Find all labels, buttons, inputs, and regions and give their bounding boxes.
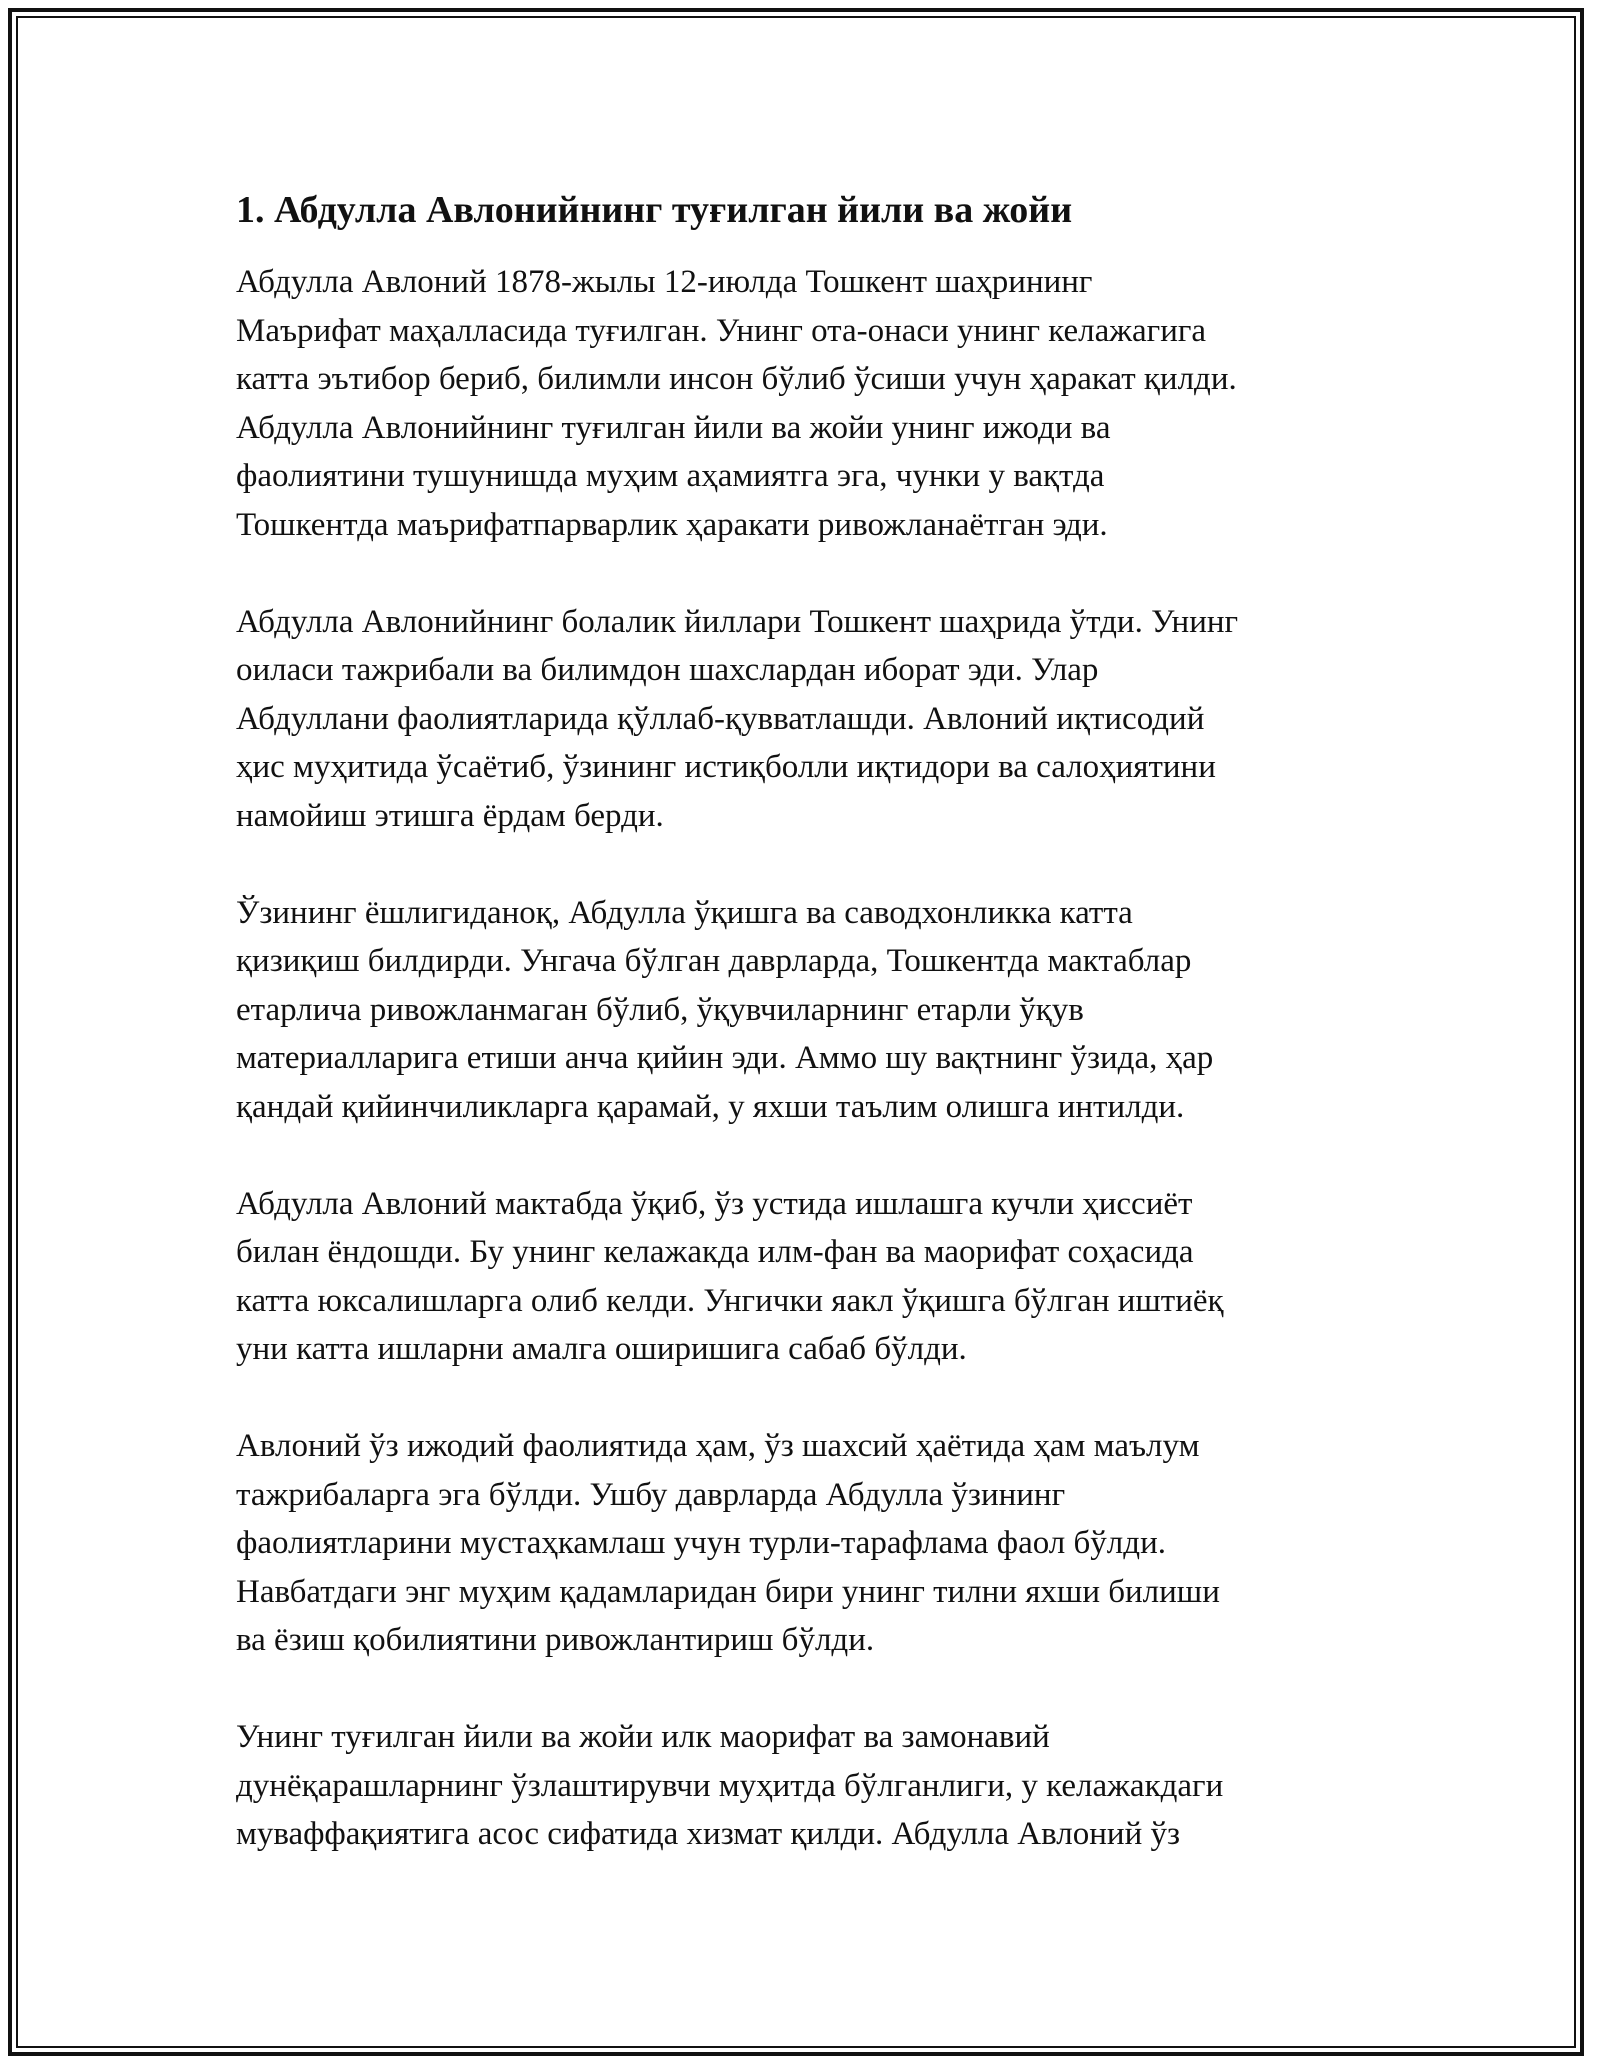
paragraph-line: Абдуллани фаолиятларида қўллаб-қувватлашди. Авлоний иқтисодий [236,700,1205,737]
paragraph-line: Навбатдаги энг муҳим қадамларидан бири унинг тилни яхши билиши [236,1573,1220,1610]
paragraph-line: оиласи тажрибали ва билимдон шахслардан иборат эди. Улар [236,652,1099,688]
paragraph-line: фаолиятларини мустаҳкамлаш учун турли-тарафлама фаол бўлди. [236,1525,1166,1561]
paragraph-line: Унинг туғилган йили ва жойи илк маорифат ва замонавий [236,1719,1050,1755]
paragraph-line: материалларига етиши анча қийин эди. Аммо шу вақтнинг ўзида, ҳар [236,1040,1214,1076]
paragraph-line: тажрибаларга эга бўлди. Ушбу даврларда Абдулла ўзининг [236,1476,1066,1513]
paragraph-line: ва ёзиш қобилиятини ривожлантириш бўлди. [236,1622,875,1658]
paragraph-line: фаолиятини тушунишда муҳим аҳамиятга эга, чунки у вақтда [236,458,1105,494]
page-content [236,186,1376,1907]
section-heading: 1. Абдулла Авлонийнинг туғилган йили ва жойи [236,189,1073,231]
paragraph-5 [236,1422,1376,1665]
paragraph-4 [236,1180,1376,1374]
paragraph-line: уни катта ишларни амалга оширишига сабаб бўлди. [236,1331,967,1367]
paragraph-line: ҳис муҳитида ўсаётиб, ўзининг истиқболли иқтидори ва салоҳиятини [236,749,1216,785]
paragraph-line: катта эътибор бериб, билимли инсон бўлиб ўсиши учун ҳаракат қилди. [236,361,1237,397]
paragraph-line: билан ёндошди. Бу унинг келажакда илм-фан ва маорифат соҳасида [236,1234,1194,1270]
paragraph-line: муваффақиятига асос сифатида хизмат қилди. Абдулла Авлоний ўз [236,1816,1181,1852]
paragraph-line: намойиш этишга ёрдам берди. [236,797,664,834]
paragraph-line: Маърифат маҳалласида туғилган. Унинг ота-онаси унинг келажагига [236,312,1207,349]
paragraph-line: Абдулла Авлоний мактабда ўқиб, ўз устида ишлашга кучли ҳиссиёт [236,1185,1193,1222]
paragraph-3 [236,889,1376,1132]
paragraph-line: дунёқарашларнинг ўзлаштирувчи муҳитда бўлганлиги, у келажакдаги [236,1767,1224,1804]
paragraph-line: Абдулла Авлонийнинг болалик йиллари Тошкент шаҳрида ўтди. Унинг [236,603,1239,640]
paragraph-line: етарлича ривожланмаган бўлиб, ўқувчиларнинг етарли ўқув [236,991,1084,1028]
paragraph-line: Тошкентда маърифатпарварлик ҳаракати ривожланаётган эди. [236,506,1108,543]
paragraph-line: Абдулла Авлонийнинг туғилган йили ва жойи унинг ижоди ва [236,409,1111,446]
paragraph-line: қандай қийинчиликларга қарамай, у яхши таълим олишга интилди. [236,1088,1185,1125]
paragraph-line: катта юксалишларга олиб келди. Унгички яакл ўқишга бўлган иштиёқ [236,1282,1224,1319]
paragraph-line: Авлоний ўз ижодий фаолиятида ҳам, ўз шахсий ҳаётида ҳам маълум [236,1428,1200,1464]
paragraph-line: Абдулла Авлоний 1878-жылы 12-июлда Тошкент шаҳрининг [236,264,1093,300]
paragraph-6 [236,1713,1376,1859]
paragraph-line: қизиқиш билдирди. Унгача бўлган даврларда, Тошкентда мактаблар [236,943,1192,979]
paragraph-1 [236,258,1376,549]
paragraph-line: Ўзининг ёшлигиданоқ, Абдулла ўқишга ва саводхонликка катта [236,894,1133,931]
paragraph-2 [236,598,1376,841]
